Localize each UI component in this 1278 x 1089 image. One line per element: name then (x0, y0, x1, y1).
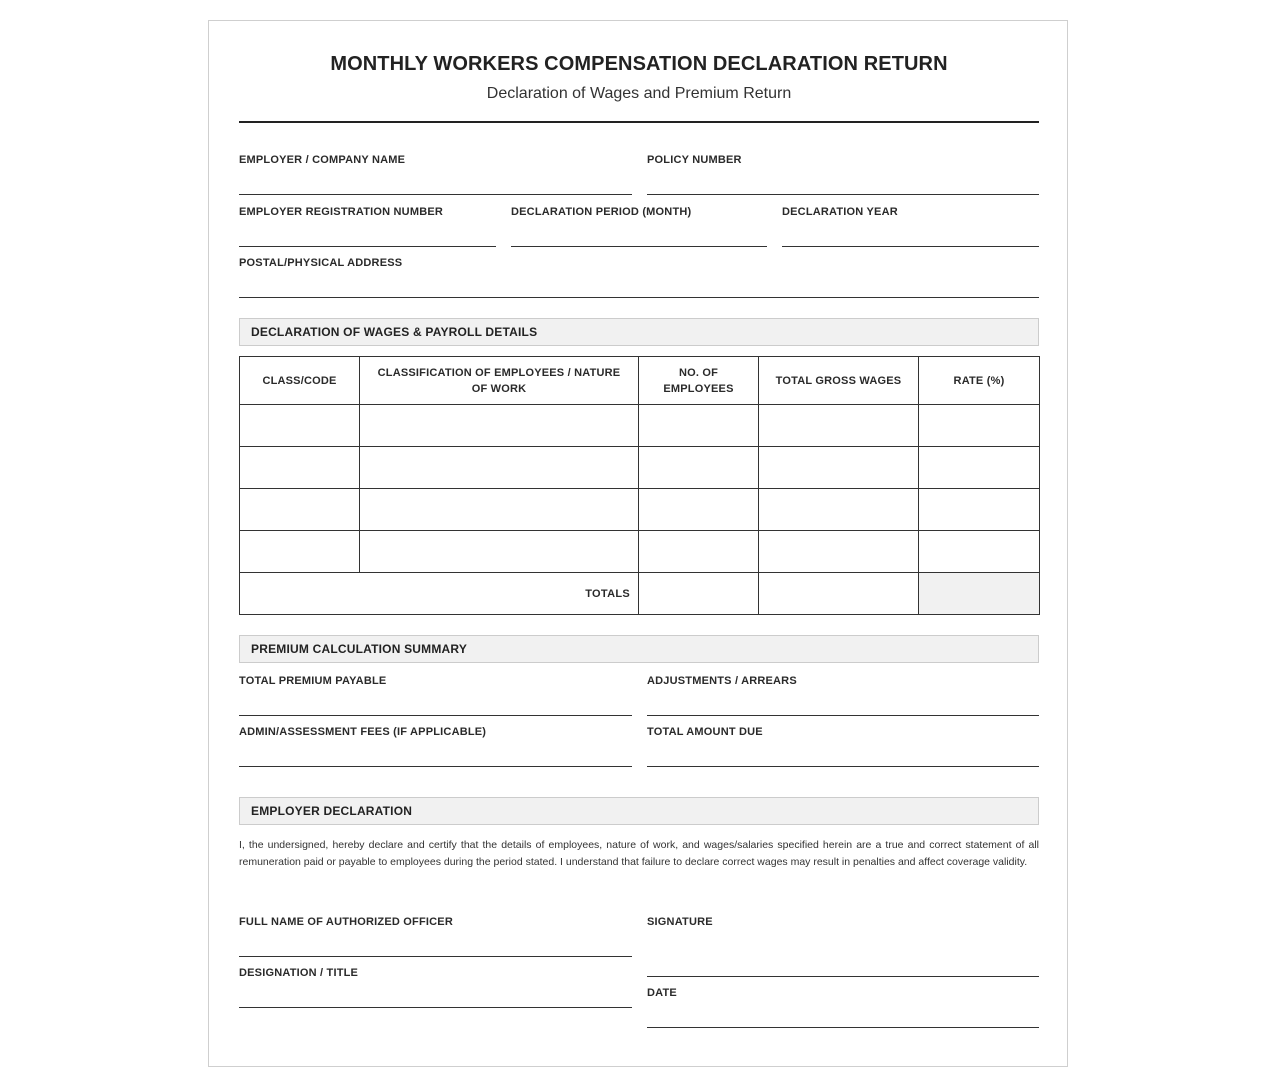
total-due-label: TOTAL AMOUNT DUE (647, 726, 763, 738)
wages-table (239, 356, 1040, 615)
policy-number-line[interactable] (647, 194, 1039, 195)
signature-line[interactable] (647, 976, 1039, 977)
designation-line[interactable] (239, 1007, 632, 1008)
gross-wages-cell[interactable] (759, 405, 919, 447)
address-field[interactable] (239, 257, 1039, 299)
total-due-line[interactable] (647, 766, 1039, 767)
form-page (208, 20, 1068, 1067)
form-title: MONTHLY WORKERS COMPENSATION DECLARATION RETURN (330, 53, 948, 75)
date-field[interactable] (647, 987, 1039, 1029)
officer-name-line[interactable] (239, 956, 632, 957)
employees-cell[interactable] (639, 405, 759, 447)
premium-section-header: PREMIUM CALCULATION SUMMARY (239, 635, 1039, 663)
adjustments-field[interactable] (647, 675, 1039, 717)
company-name-field[interactable] (239, 154, 632, 196)
total-premium-label: TOTAL PREMIUM PAYABLE (239, 675, 387, 687)
total-premium-line[interactable] (239, 715, 632, 716)
total-employees-cell[interactable] (639, 573, 759, 615)
address-label: POSTAL/PHYSICAL ADDRESS (239, 257, 403, 269)
total-premium-field[interactable] (239, 675, 632, 717)
address-line[interactable] (239, 297, 1039, 298)
company-name-line[interactable] (239, 194, 632, 195)
declaration-year-label: DECLARATION YEAR (782, 206, 898, 218)
gross-wages-cell[interactable] (759, 531, 919, 573)
title-divider (239, 121, 1039, 123)
total-due-field[interactable] (647, 726, 1039, 768)
declaration-year-line[interactable] (782, 246, 1039, 247)
registration-number-line[interactable] (239, 246, 496, 247)
registration-number-label: EMPLOYER REGISTRATION NUMBER (239, 206, 444, 218)
declaration-period-field[interactable] (511, 206, 767, 248)
adjustments-line[interactable] (647, 715, 1039, 716)
company-name-label: EMPLOYER / COMPANY NAME (239, 154, 406, 166)
policy-number-label: POLICY NUMBER (647, 154, 742, 166)
rate-cell[interactable] (919, 531, 1040, 573)
classification-cell[interactable] (360, 447, 639, 489)
table-row (240, 531, 1040, 573)
declaration-year-field[interactable] (782, 206, 1039, 248)
column-header-class-code: CLASS/CODE (240, 357, 360, 405)
class-code-cell[interactable] (240, 405, 360, 447)
employees-cell[interactable] (639, 531, 759, 573)
declaration-section-header: EMPLOYER DECLARATION (239, 797, 1039, 825)
designation-label: DESIGNATION / TITLE (239, 967, 359, 979)
signature-label: SIGNATURE (647, 916, 713, 928)
rate-cell[interactable] (919, 405, 1040, 447)
column-header-employees: NO. OF EMPLOYEES (639, 357, 759, 405)
classification-cell[interactable] (360, 405, 639, 447)
totals-rate-shaded-cell (919, 573, 1040, 615)
classification-cell[interactable] (360, 531, 639, 573)
column-header-rate: RATE (%) (919, 357, 1040, 405)
admin-fees-field[interactable] (239, 726, 632, 768)
designation-field[interactable] (239, 967, 632, 1009)
officer-name-field[interactable] (239, 916, 632, 958)
classification-cell[interactable] (360, 489, 639, 531)
declaration-statement: I, the undersigned, hereby declare and certify that the details of employees, nature of work, and wages/salaries specified herein are a true and correct statement of all remuneration paid or payable to employees during the period stated. I understand that failure to declare correct wages may result in penalties and affect coverage validity. (239, 839, 1039, 868)
total-gross-wages-cell[interactable] (759, 573, 919, 615)
employees-cell[interactable] (639, 489, 759, 531)
policy-number-field[interactable] (647, 154, 1039, 196)
wages-section-header: DECLARATION OF WAGES & PAYROLL DETAILS (239, 318, 1039, 346)
signature-field[interactable] (647, 916, 1039, 978)
table-row (240, 405, 1040, 447)
wages-table-header-row (240, 357, 1040, 405)
gross-wages-cell[interactable] (759, 447, 919, 489)
employees-cell[interactable] (639, 447, 759, 489)
officer-name-label: FULL NAME OF AUTHORIZED OFFICER (239, 916, 453, 928)
table-row (240, 447, 1040, 489)
class-code-cell[interactable] (240, 447, 360, 489)
admin-fees-label: ADMIN/ASSESSMENT FEES (IF APPLICABLE) (239, 726, 487, 738)
table-row (240, 489, 1040, 531)
column-header-classification: CLASSIFICATION OF EMPLOYEES / NATURE OF WORK (360, 357, 639, 405)
date-label: DATE (647, 987, 677, 999)
totals-row (240, 573, 1040, 615)
column-header-gross-wages: TOTAL GROSS WAGES (759, 357, 919, 405)
class-code-cell[interactable] (240, 489, 360, 531)
admin-fees-line[interactable] (239, 766, 632, 767)
rate-cell[interactable] (919, 489, 1040, 531)
registration-number-field[interactable] (239, 206, 496, 248)
gross-wages-cell[interactable] (759, 489, 919, 531)
declaration-period-label: DECLARATION PERIOD (MONTH) (511, 206, 692, 218)
class-code-cell[interactable] (240, 531, 360, 573)
rate-cell[interactable] (919, 447, 1040, 489)
adjustments-label: ADJUSTMENTS / ARREARS (647, 675, 797, 687)
declaration-period-line[interactable] (511, 246, 767, 247)
totals-label: TOTALS (240, 573, 639, 615)
form-subtitle: Declaration of Wages and Premium Return (486, 85, 792, 102)
date-line[interactable] (647, 1027, 1039, 1028)
